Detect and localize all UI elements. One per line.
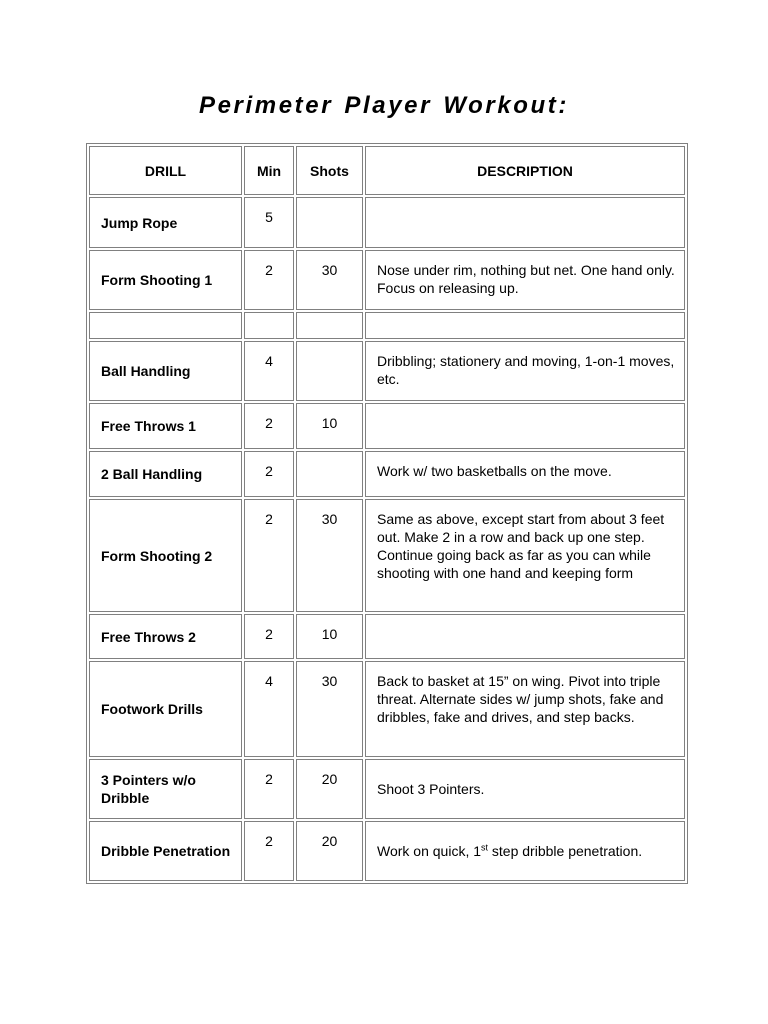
shots-cell xyxy=(296,312,363,339)
header-drill: DRILL xyxy=(89,146,242,195)
description-cell xyxy=(365,312,685,339)
shots-cell: 30 xyxy=(296,250,363,310)
description-cell xyxy=(365,821,685,881)
drill-cell: Dribble Penetration xyxy=(89,821,242,881)
drill-cell: Ball Handling xyxy=(89,341,242,401)
min-cell: 2 xyxy=(244,614,294,659)
shots-cell xyxy=(296,451,363,497)
min-cell: 2 xyxy=(244,499,294,612)
table-row xyxy=(89,821,685,881)
table-row xyxy=(89,499,685,612)
workout-table xyxy=(86,143,688,884)
min-cell: 2 xyxy=(244,821,294,881)
header-description: DESCRIPTION xyxy=(365,146,685,195)
drill-cell: Jump Rope xyxy=(89,197,242,248)
min-cell: 2 xyxy=(244,403,294,449)
table-row xyxy=(89,661,685,757)
shots-cell: 20 xyxy=(296,759,363,819)
drill-cell: 2 Ball Handling xyxy=(89,451,242,497)
shots-cell: 30 xyxy=(296,661,363,757)
description-cell xyxy=(365,614,685,659)
description-cell: Back to basket at 15” on wing. Pivot into triple threat. Alternate sides w/ jump shots, fake and dribbles, fake and drives, and step backs. xyxy=(365,661,685,757)
header-shots: Shots xyxy=(296,146,363,195)
drill-cell: Form Shooting 2 xyxy=(89,499,242,612)
drill-cell: Free Throws 2 xyxy=(89,614,242,659)
table-header-row xyxy=(89,146,685,195)
description-text: Work on quick, 1 xyxy=(377,843,482,859)
min-cell: 2 xyxy=(244,759,294,819)
min-cell: 2 xyxy=(244,451,294,497)
drill-cell xyxy=(89,312,242,339)
shots-cell: 20 xyxy=(296,821,363,881)
description-cell: Nose under rim, nothing but net. One hand only. Focus on releasing up. xyxy=(365,250,685,310)
page-title: Perimeter Player Workout: xyxy=(199,92,569,119)
shots-cell: 30 xyxy=(296,499,363,612)
description-cell: Same as above, except start from about 3 feet out. Make 2 in a row and back up one step. Continue going back as far as you can while shooting with one hand and keeping form xyxy=(365,499,685,612)
min-cell: 2 xyxy=(244,250,294,310)
drill-cell: 3 Pointers w/o Dribble xyxy=(89,759,242,819)
table-row xyxy=(89,403,685,449)
drill-cell: Footwork Drills xyxy=(89,661,242,757)
table-row xyxy=(89,341,685,401)
table-row xyxy=(89,197,685,248)
description-cell: Shoot 3 Pointers. xyxy=(365,759,685,819)
table-row xyxy=(89,250,685,310)
min-cell: 4 xyxy=(244,341,294,401)
shots-cell xyxy=(296,341,363,401)
description-text: step dribble penetration. xyxy=(488,843,643,859)
description-cell: Dribbling; stationery and moving, 1-on-1 moves, etc. xyxy=(365,341,685,401)
min-cell: 4 xyxy=(244,661,294,757)
shots-cell: 10 xyxy=(296,403,363,449)
header-min: Min xyxy=(244,146,294,195)
min-cell xyxy=(244,312,294,339)
description-cell xyxy=(365,403,685,449)
drill-cell: Free Throws 1 xyxy=(89,403,242,449)
drill-cell: Form Shooting 1 xyxy=(89,250,242,310)
shots-cell: 10 xyxy=(296,614,363,659)
description-cell xyxy=(365,197,685,248)
ordinal-suffix: st xyxy=(481,842,489,853)
table-row xyxy=(89,451,685,497)
description-cell: Work w/ two basketballs on the move. xyxy=(365,451,685,497)
table-row xyxy=(89,312,685,339)
min-cell: 5 xyxy=(244,197,294,248)
table-row xyxy=(89,614,685,659)
shots-cell xyxy=(296,197,363,248)
table-row xyxy=(89,759,685,819)
